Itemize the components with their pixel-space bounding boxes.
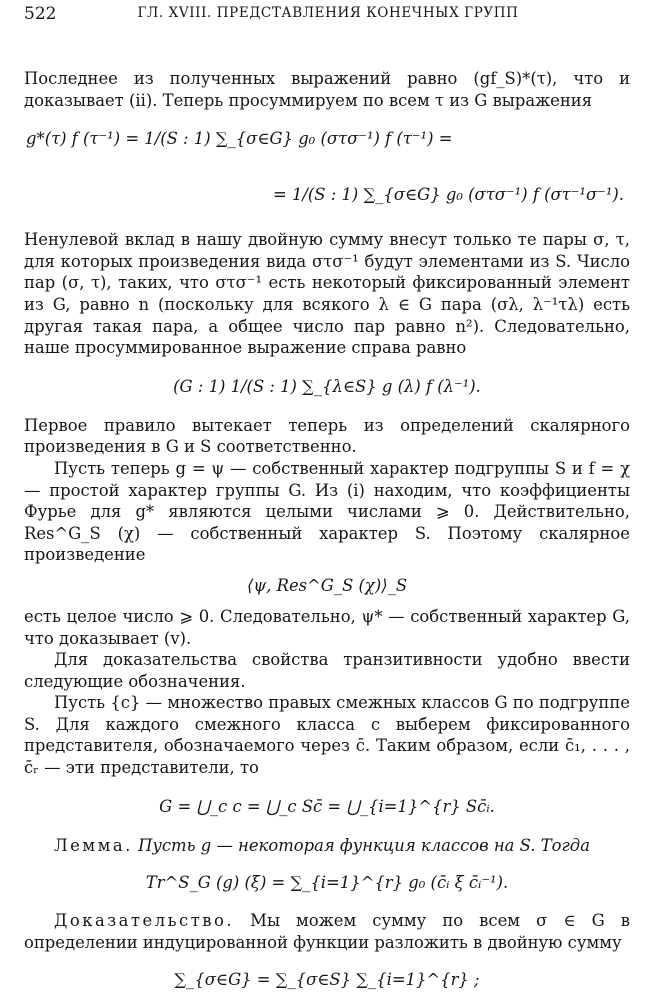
equation-1-line-2: = 1/(S : 1) ∑_{σ∈G} g₀ (στσ⁻¹) f (στ⁻¹σ⁻¹). bbox=[273, 185, 624, 205]
paragraph-3: Первое правило вытекает теперь из определений скалярного произведения в G и S соответственно. bbox=[24, 415, 630, 457]
equation-4: G = ⋃_c c = ⋃_c Sc̄ = ⋃_{i=1}^{r} Sc̄ᵢ. bbox=[159, 796, 495, 816]
paragraph-5: есть целое число ⩾ 0. Следовательно, ψ* — собственный характер G, что доказывает (v). bbox=[24, 606, 630, 648]
equation-2: (G : 1) 1/(S : 1) ∑_{λ∈S} g (λ) f (λ⁻¹). bbox=[173, 376, 481, 396]
proof-heading: Доказательство. bbox=[54, 911, 235, 931]
paragraph-7: Пусть {c} — множество правых смежных классов G по подгруппе S. Для каждого смежного класса c выберем фиксированного представителя, обозначаемого через c̄. Таким образом, если c̄₁, . . . , c̄ᵣ — эти представители, то bbox=[24, 693, 630, 778]
page-header bbox=[24, 4, 632, 30]
running-head: ГЛ. XVIII. ПРЕДСТАВЛЕНИЯ КОНЕЧНЫХ ГРУПП bbox=[137, 5, 519, 21]
lemma-heading: Лемма. bbox=[54, 835, 133, 855]
lemma bbox=[24, 835, 630, 857]
equation-1-line-1: g*(τ) f (τ⁻¹) = 1/(S : 1) ∑_{σ∈G} g₀ (στσ⁻¹) f (τ⁻¹) = bbox=[26, 129, 453, 149]
equation-6: ∑_{σ∈G} = ∑_{σ∈S} ∑_{i=1}^{r} ; bbox=[174, 970, 480, 990]
paragraph-4: Пусть теперь g = ψ — собственный характер подгруппы S и f = χ — простой характер группы G. Из (i) находим, что коэффициенты Фурье для g* являются целыми числами ⩾ 0. Действительно, Res^G_S (χ) — собственный характер S. Поэтому скалярное произведение bbox=[24, 458, 630, 565]
paragraph-1: Последнее из полученных выражений равно (gf_S)*(τ), что и доказывает (ii). Теперь просуммируем по всем τ из G выражения bbox=[24, 69, 630, 110]
page-number: 522 bbox=[24, 4, 57, 24]
equation-5: Tr^S_G (g) (ξ) = ∑_{i=1}^{r} g₀ (c̄ᵢ ξ c̄ᵢ⁻¹). bbox=[145, 873, 509, 893]
page-body bbox=[24, 68, 630, 1007]
equation-3: ⟨ψ, Res^G_S (χ)⟩_S bbox=[246, 575, 408, 595]
paragraph-6: Для доказательства свойства транзитивности удобно ввести следующие обозначения. bbox=[24, 650, 630, 691]
lemma-statement: Пусть g — некоторая функция классов на S. Тогда bbox=[138, 835, 590, 855]
proof bbox=[24, 910, 630, 953]
proof-text: Мы можем сумму по всем σ ∈ G в определении индуцированной функции разложить в двойную сумму bbox=[24, 911, 630, 952]
paragraph-2: Ненулевой вклад в нашу двойную сумму внесут только те пары σ, τ, для которых произведения вида στσ⁻¹ будут элементами из S. Число пар (σ, τ), таких, что στσ⁻¹ есть некоторый фиксированный элемент из G, равно n (поскольку для всякого λ ∈ G пара (σλ, λ⁻¹τλ) есть другая такая пара, а общее число пар равно n²). Следовательно, наше просуммированное выражение справа равно bbox=[24, 230, 630, 358]
